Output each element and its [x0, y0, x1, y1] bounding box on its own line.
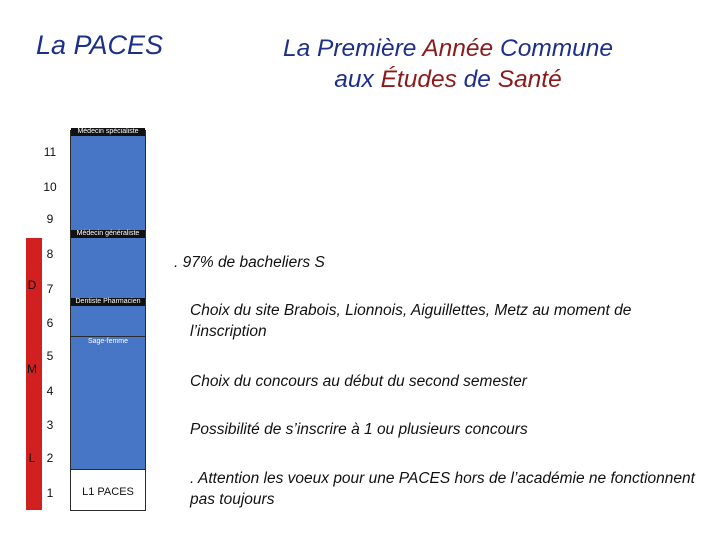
- bullet-choix-site: Choix du site Brabois, Lionnois, Aiguillettes, Metz au moment de l’inscription: [190, 302, 632, 340]
- year-number: 1: [46, 486, 54, 500]
- year-number: 8: [46, 247, 54, 261]
- year-number: 9: [46, 212, 54, 226]
- bullet-bacheliers: . 97% de bacheliers S: [174, 254, 325, 271]
- year-number: 6: [46, 316, 54, 330]
- block-medecin-generaliste: [71, 232, 145, 299]
- label-medecin-generaliste: Médecin généraliste: [71, 230, 145, 238]
- year-number: 7: [46, 282, 54, 296]
- slide-title-short: La PACES: [36, 30, 164, 60]
- year-number: 5: [46, 349, 54, 363]
- year-number: 10: [43, 180, 57, 194]
- slide-title: [238, 33, 658, 95]
- block-sage-femme: [71, 337, 145, 470]
- lmd-letter-master: M: [27, 362, 37, 376]
- title-word: aux: [334, 66, 381, 93]
- title-word: de: [463, 66, 498, 93]
- slide-title-line-1: [238, 33, 658, 64]
- bullet-inscription-concours: Possibilité de s’inscrire à 1 ou plusieurs concours: [190, 421, 528, 438]
- lmd-letter-licence: L: [28, 451, 36, 465]
- bullet-choix-concours: Choix du concours au début du second semester: [190, 373, 527, 390]
- title-word: Première: [317, 35, 423, 62]
- label-medecin-specialiste: Médecin spécialiste: [71, 128, 145, 136]
- label-l1-paces: L1 PACES: [82, 486, 134, 498]
- block-medecin-specialiste: [71, 131, 145, 232]
- title-word: Études: [380, 66, 464, 93]
- title-word: La: [282, 35, 318, 62]
- label-dentiste-pharmacien: Dentiste Pharmacien: [71, 298, 145, 306]
- year-number: 4: [46, 384, 54, 398]
- year-number: 11: [43, 145, 57, 159]
- lmd-letter-doctorat: D: [27, 278, 37, 292]
- title-word: Commune: [500, 35, 614, 62]
- year-number: 3: [46, 418, 54, 432]
- bullet-voeux-academie: . Attention les voeux pour une PACES hors de l’académie ne fonctionnent pas toujours: [190, 470, 695, 508]
- title-word: Année: [422, 35, 500, 62]
- year-number: 2: [46, 451, 54, 465]
- label-sage-femme: Sage-femme: [87, 338, 129, 345]
- title-word: Santé: [497, 66, 562, 93]
- slide-title-line-2: [238, 64, 658, 95]
